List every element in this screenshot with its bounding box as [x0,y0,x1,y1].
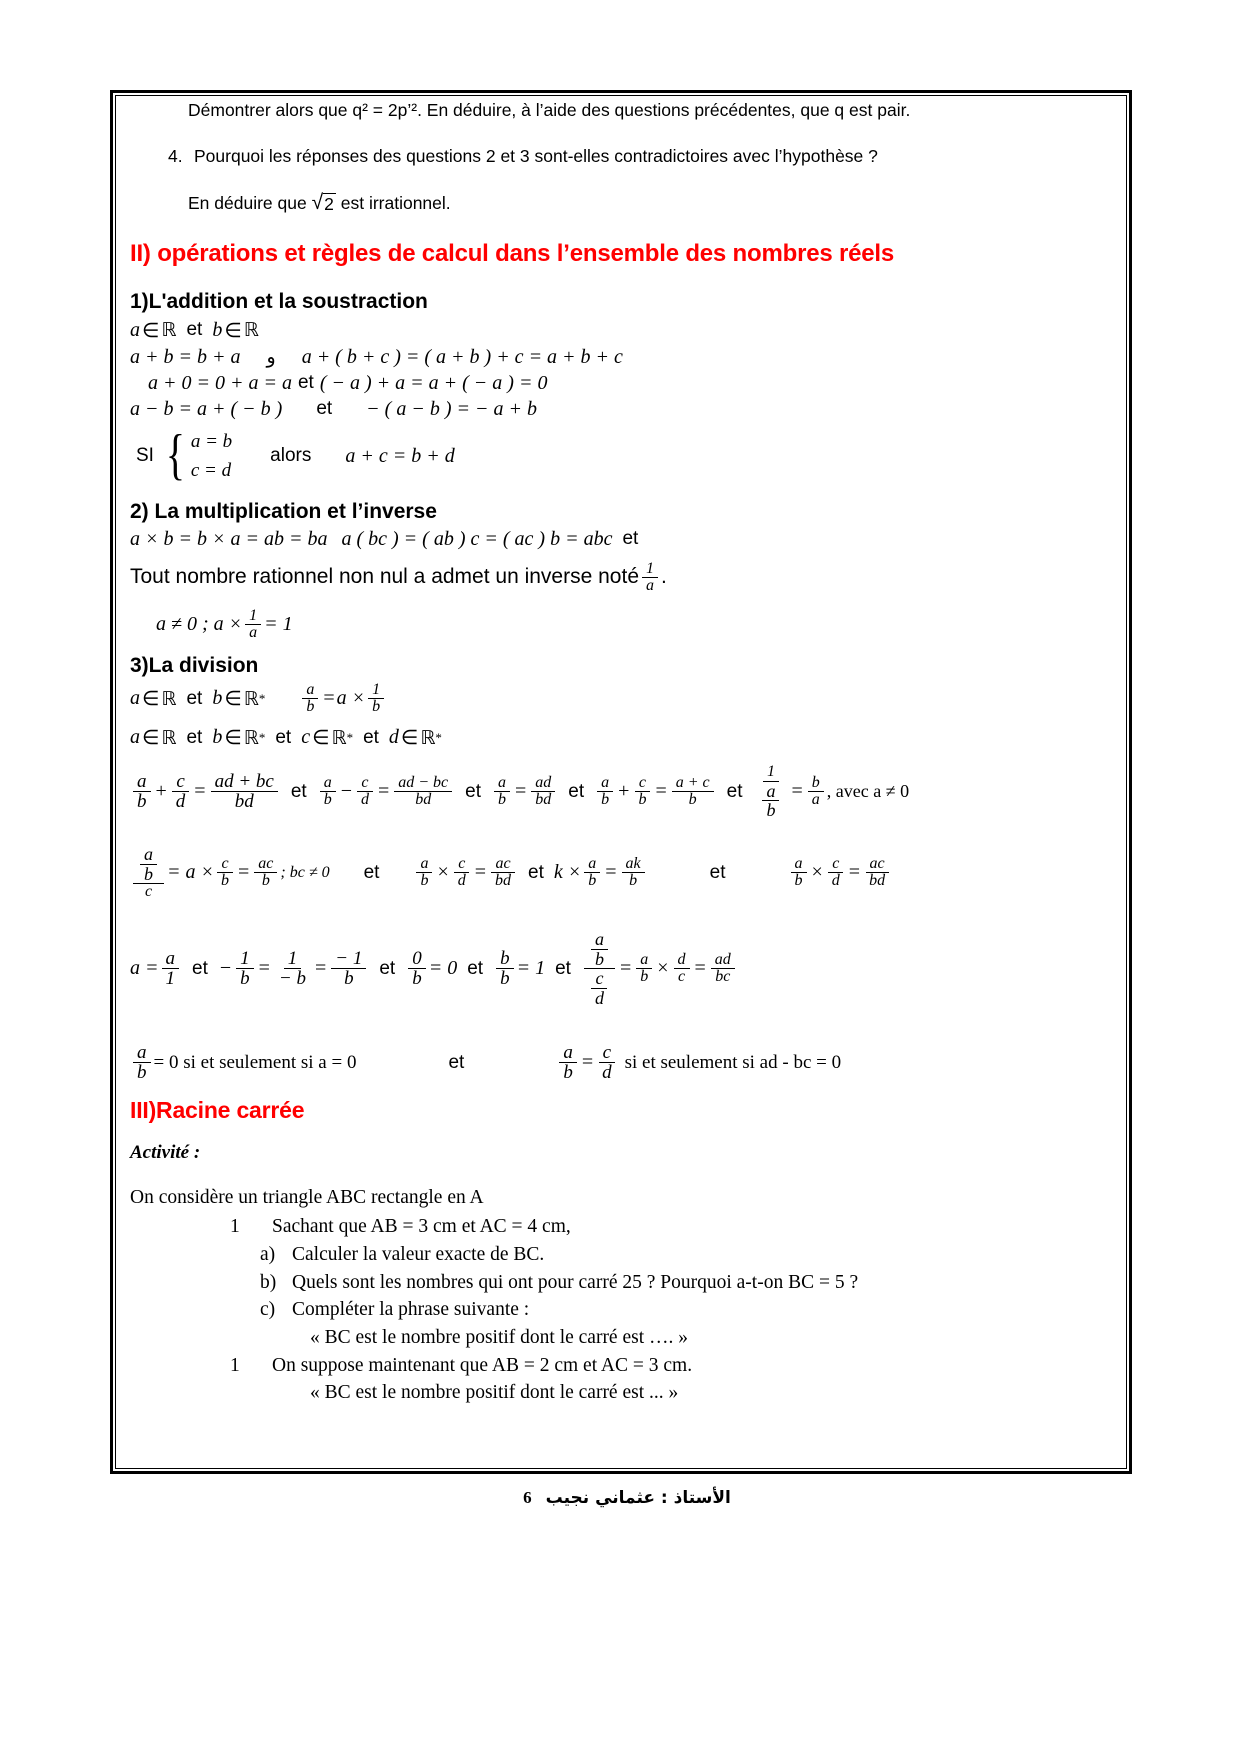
commutative-multiplication: a × b = b × a = ab = ba [130,527,328,550]
section-3-heading: III)Racine carrée [130,1096,305,1123]
fraction-denominator: a [811,791,820,809]
fraction-complex-ab-over-cd [584,930,615,1006]
fraction-ak-over-b [622,856,645,890]
cross-product-condition-text: si et seulement si ad - bc = 0 [624,1051,842,1073]
equals-sign: = [694,957,706,980]
system-equation-2: c = d [190,460,232,482]
et-label: et [192,957,208,979]
fraction-denominator: a [249,624,258,642]
times-sign: × [657,957,669,980]
fraction-numerator: a [494,775,510,792]
nested-fraction-a-over-b [591,930,608,968]
et-label: et [622,528,639,549]
fraction-denominator: b [640,968,649,986]
var-b: b [212,318,223,341]
negated-subtraction: − ( a − b ) = − a + b [366,397,537,420]
system-rows [189,427,232,486]
exercise-quote-2: « BC est le nombre positif dont le carré est ... » [310,1382,679,1404]
et-label: et [379,957,396,979]
exercise-intro: On considère un triangle ABC rectangle en A [130,1186,484,1208]
fraction-denominator: b [629,872,638,890]
et-label: et [316,398,333,420]
fraction-denominator: b [594,948,604,969]
fraction-c-over-b [217,856,233,890]
fraction-denominator: b [500,968,510,990]
fraction-denominator: b [498,791,507,809]
star-superscript: * [346,729,354,745]
subsection-2-title: 2) La multiplication et l’inverse [130,499,437,523]
fraction-numerator: 1 [368,682,384,699]
zero-condition-text: = 0 si et seulement si a = 0 [153,1051,357,1073]
fraction-c-over-d [357,775,373,809]
fraction-0-over-b [408,949,426,989]
fraction-denominator: bd [535,791,552,809]
equals-sign: = [258,957,270,980]
var-a: a [130,318,140,341]
real-set-symbol: ℝ [161,726,177,749]
fraction-numerator: a [597,775,613,792]
fraction-numerator: 0 [408,949,426,969]
et-label: et [528,861,544,883]
var-c: c [301,726,311,749]
formula-subtraction [130,398,1115,421]
page-footer [0,1488,1240,1508]
fraction-numerator: c [635,775,650,792]
fraction-denominator: b [372,698,381,716]
fraction-denominator: d [594,987,604,1008]
fraction-numerator: d [674,952,690,969]
fraction-a-over-b [302,682,318,716]
var-a: a [130,726,140,749]
alors-label: alors [270,445,312,467]
plus-sign: + [155,780,167,803]
formula-inverse-definition [130,608,1115,642]
a-equals: a = [130,957,159,980]
exercise-quote-1: « BC est le nombre positif dont le carré est …. » [310,1327,689,1349]
var-b: b [212,687,223,710]
element-of-symbol: ∈ [142,727,160,750]
fraction-denominator: b [137,791,147,813]
fraction-numerator: a [416,856,432,873]
exercise-item-b [130,1269,1115,1297]
condition-a-nonzero: , avec a ≠ 0 [826,781,910,802]
times-sign: × [437,861,449,884]
fraction-denominator: 1 [165,968,175,990]
exercise-item-c [130,1296,1115,1324]
neutral-element-addition: a + 0 = 0 + a = a [148,371,292,394]
condition-bc-nonzero: ; bc ≠ 0 [280,863,330,881]
intro-line-3 [130,192,1115,216]
et-label: et [186,319,203,341]
fraction-numerator: c [172,772,188,792]
fraction-numerator: c [591,969,607,988]
fraction-numerator: 1 [763,764,779,781]
formula-abcd-in-Rstar [130,725,1115,750]
fraction-denominator: b [144,863,153,884]
et-label: et [186,726,203,748]
si-label: SI [136,445,154,467]
fraction-denominator: b [588,872,597,890]
fraction-a-over-b [791,856,807,890]
item-text: Sachant que AB = 3 cm et AC = 4 cm, [272,1216,571,1238]
fraction-complex-reciprocal [755,764,786,819]
et-label: et [726,780,743,802]
fraction-numerator: a [584,856,600,873]
fraction-denominator: b [638,791,647,809]
inverse-condition: a ≠ 0 ; a × [156,613,243,636]
real-set-symbol: ℝ [331,726,347,749]
fraction-numerator: ad − bc [394,775,452,792]
fraction-minus-1-over-b [331,949,366,989]
formula-inverse-sentence [130,561,1115,595]
fraction-denominator: bd [495,872,512,890]
et-label: et [448,1051,465,1073]
et-label: et [465,780,482,802]
footer-author: الأستاذ : عثماني نجيب [545,1488,731,1508]
fraction-numerator: a [133,1043,151,1063]
fraction-d-over-c [674,952,690,986]
fraction-numerator: 1 [284,949,302,969]
fraction-a-over-b [597,775,613,809]
fraction-b-over-a [808,775,824,809]
inverse-result: = 1 [264,613,293,636]
fraction-a-over-b [494,775,510,809]
fraction-numerator: a [133,772,151,792]
formula-multiplication-rules [130,528,1115,551]
et-label: et [568,780,585,802]
fraction-denominator: d [457,872,466,890]
fraction-ac-over-bd [865,856,889,890]
real-set-symbol: ℝ [243,319,259,342]
formula-a-b-in-R [130,318,1115,343]
fraction-a-over-b [416,856,432,890]
element-of-symbol: ∈ [224,319,242,342]
fraction-denominator: d [360,791,369,809]
fraction-c-over-d [172,772,190,812]
item-number: 1 [230,1216,240,1238]
fraction-complex-a-over-b-over-c [133,845,164,900]
star-superscript: * [258,729,266,745]
fraction-denominator: b [344,968,354,990]
intro-line-1: Démontrer alors que q² = 2p’². En déduire, à l’aide des questions précédentes, que q est pair. [188,100,911,120]
fraction-numerator: ad + bc [211,772,278,792]
item-letter: a) [260,1244,276,1265]
times-sign: × [811,861,823,884]
intro-line-3-before: En déduire que [188,192,307,213]
item-letter: b) [260,1271,277,1293]
radical-sign: √ [311,190,324,214]
equals-sign: = [848,861,861,884]
real-set-symbol: ℝ [420,726,436,749]
var-b: b [212,726,223,749]
equals-sign: = [655,780,667,803]
fraction-numerator: a [320,775,336,792]
fraction-denominator: bd [415,791,432,809]
equals-sign: = [474,861,487,884]
equals-sign: = [194,780,206,803]
fraction-denominator: c [144,883,153,901]
fraction-numerator: ad [711,952,735,969]
subtraction-definition: a − b = a + ( − b ) [130,397,283,420]
fraction-numerator: a [636,952,652,969]
formula-neutral-opposite [130,372,1115,395]
fraction-numerator: a [762,782,779,801]
sentence-period: . [661,565,667,589]
element-of-symbol: ∈ [142,319,160,342]
et-label: et [297,372,314,394]
equation-system [162,424,233,487]
fraction-numerator: ac [491,856,514,873]
fraction-1-over-b [236,949,254,989]
fraction-numerator: ac [866,856,889,873]
fraction-denominator: d [175,791,186,813]
opposite-element: ( − a ) + a = a + ( − a ) = 0 [319,371,548,394]
intro-question-4 [130,146,1115,168]
nested-fraction-a-over-b [140,845,157,883]
fraction-denominator: b [794,872,803,890]
system-result: a + c = b + d [345,444,455,467]
fraction-denominator: b [420,872,429,890]
minus-sign: − [219,957,232,980]
fraction-ad-over-bc [711,952,735,986]
fraction-numerator: b [496,949,514,969]
et-label: et [467,957,484,979]
fraction-denominator: b [261,872,270,890]
et-label: et [363,861,380,883]
element-of-symbol: ∈ [224,727,242,750]
exercise-item-a [130,1241,1115,1269]
plus-sign: + [618,780,630,803]
var-d: d [388,726,399,749]
element-of-symbol: ∈ [142,688,160,711]
fraction-numerator: a [791,856,807,873]
arabic-conjunction-wa: و [266,346,276,369]
fraction-denominator: b [306,698,315,716]
fraction-a-over-b [559,1043,577,1083]
item-number: 1 [230,1354,240,1376]
fraction-denominator: b [601,791,610,809]
fraction-ac-over-bd [491,856,515,890]
et-label: et [709,861,726,883]
equals-sign: = [377,780,390,803]
fraction-denominator: d [831,872,840,890]
star-superscript: * [435,729,442,745]
equals-sign: = [791,780,803,803]
fraction-c-over-d [598,1043,616,1083]
equals-zero: = 0 [428,957,458,980]
minus-sign: − [340,780,352,803]
fraction-numerator: c [828,856,843,873]
fraction-c-over-d [454,856,470,890]
fraction-numerator: a [162,949,180,969]
page-content [130,100,1115,1407]
fraction-numerator: − 1 [331,949,366,969]
equals-sign: = [515,780,527,803]
element-of-symbol: ∈ [400,727,419,750]
fraction-1-over-minus-b [275,949,310,989]
fraction-numerator: ad [531,775,555,792]
formula-division-definition [130,682,1115,716]
fraction-one-over-a [245,608,261,642]
fraction-denominator: c [677,968,686,986]
element-of-symbol: ∈ [224,688,242,711]
real-set-symbol: ℝ [161,319,177,342]
fraction-numerator: c [217,856,232,873]
exercise-item-1 [130,1213,1115,1241]
fraction-a-over-1 [162,949,180,989]
formula-commutative-associative-add [130,346,1115,369]
element-of-symbol: ∈ [312,727,330,750]
fraction-a-over-b [584,856,600,890]
fraction-numerator [133,845,164,884]
fraction-numerator: 1 [245,608,261,625]
real-set-symbol: ℝ [243,726,259,749]
item-text: Compléter la phrase suivante : [292,1299,530,1321]
equals-sign: = [619,957,632,980]
fraction-numerator: a [591,930,608,949]
fraction-numerator: c [454,856,469,873]
et-label: et [186,687,203,709]
subsection-3-title: 3)La division [130,653,259,677]
activity-label: Activité : [130,1141,201,1163]
fraction-c-over-b [634,775,650,809]
fraction-a-over-b [320,775,336,809]
item-text: On suppose maintenant que AB = 2 cm et AC = 3 cm. [272,1354,693,1376]
fraction-denominator: bd [234,791,254,813]
fraction-result [531,775,555,809]
equals-sign: = [323,687,335,710]
formula-fraction-rules-line-3 [130,930,1115,1006]
item-text: Calculer la valeur exacte de BC. [292,1244,545,1265]
equals-sign: = [315,957,327,980]
a-times: a × [336,687,366,710]
fraction-denominator: b [766,800,776,821]
item-text: Quels sont les nombres qui ont pour carré 25 ? Pourquoi a-t-on BC = 5 ? [292,1271,859,1293]
exercise-item-2 [130,1352,1115,1380]
equals-a-times: = a × [167,861,214,884]
fraction-denominator [584,969,615,1007]
et-label: et [275,726,292,748]
fraction-numerator: b [808,775,824,792]
fraction-numerator: a [559,1043,577,1063]
fraction-result [394,775,452,809]
fraction-numerator: c [599,1043,615,1063]
fraction-numerator: 1 [236,949,254,969]
intro-line-3-after: est irrationnel. [340,192,451,213]
fraction-denominator: a [646,576,654,594]
fraction-denominator: b [323,791,332,809]
fraction-numerator: ak [622,856,645,873]
fraction-numerator: a [140,845,157,864]
et-label: et [363,726,379,748]
fraction-numerator: c [357,775,372,792]
fraction-denominator: bd [869,872,886,890]
fraction-denominator [755,782,786,820]
sqrt-icon [312,192,336,216]
associative-addition: a + ( b + c ) = ( a + b ) + c = a + b + c [301,345,623,368]
fraction-one-over-b [368,682,384,716]
fraction-numerator: ac [254,856,277,873]
fraction-result [211,772,278,812]
fraction-denominator: − b [278,968,306,990]
radicand: 2 [324,193,334,214]
inverse-sentence-text: Tout nombre rationnel non nul a admet un inverse noté [130,565,639,589]
formula-system-si-alors [130,424,1115,487]
formula-fraction-rules-line-1 [130,764,1115,819]
fraction-numerator: a [302,682,318,699]
real-set-symbol: ℝ [161,687,177,710]
fraction-numerator: 1 [642,561,658,578]
real-set-symbol: ℝ [243,687,259,710]
subsection-1-title: 1)L'addition et la soustraction [130,289,428,313]
formula-fraction-rules-line-2 [130,845,1115,900]
et-label: et [290,780,307,802]
equals-sign: = [238,861,250,884]
fraction-c-over-d [828,856,844,890]
var-a: a [130,687,140,710]
fraction-denominator: b [240,968,250,990]
fraction-numerator: a + c [672,775,714,792]
fraction-denominator: b [412,968,422,990]
fraction-denominator: b [563,1062,573,1084]
section-2-heading: II) opérations et règles de calcul dans l’ensemble des nombres réels [130,239,895,267]
fraction-a-over-b [636,952,652,986]
fraction-denominator: b [688,791,697,809]
fraction-numerator [584,930,615,969]
question-4-text: Pourquoi les réponses des questions 2 et 3 sont-elles contradictoires avec l’hypothèse ? [194,145,878,166]
fraction-denominator: d [602,1062,612,1084]
fraction-ac-over-b [254,856,277,890]
equals-sign: = [605,861,617,884]
fraction-a-over-b [133,772,151,812]
et-label: et [555,957,571,979]
fraction-b-over-b [496,949,514,989]
nested-fraction-a-over-b [762,782,779,820]
fraction-denominator: b [221,872,229,890]
equals-sign: = [581,1051,594,1074]
question-4-number: 4. [168,145,183,166]
fraction-denominator: b [137,1062,147,1084]
star-superscript: * [258,690,266,706]
equals-one: = 1 [516,957,546,980]
footer-page-number: 6 [523,1488,532,1507]
left-brace-icon: { [165,424,186,487]
system-equation-1: a = b [190,430,233,452]
fraction-result [672,775,714,809]
formula-fraction-rules-line-4 [130,1043,1115,1083]
fraction-one-over-a [642,561,658,595]
nested-fraction-c-over-d [591,969,608,1007]
k-times: k × [553,861,582,884]
fraction-denominator: bc [715,968,731,986]
associative-multiplication: a ( bc ) = ( ab ) c = ( ac ) b = abc [341,527,613,550]
fraction-a-over-b [133,1043,151,1083]
commutative-addition: a + b = b + a [130,345,241,368]
item-letter: c) [260,1299,276,1321]
